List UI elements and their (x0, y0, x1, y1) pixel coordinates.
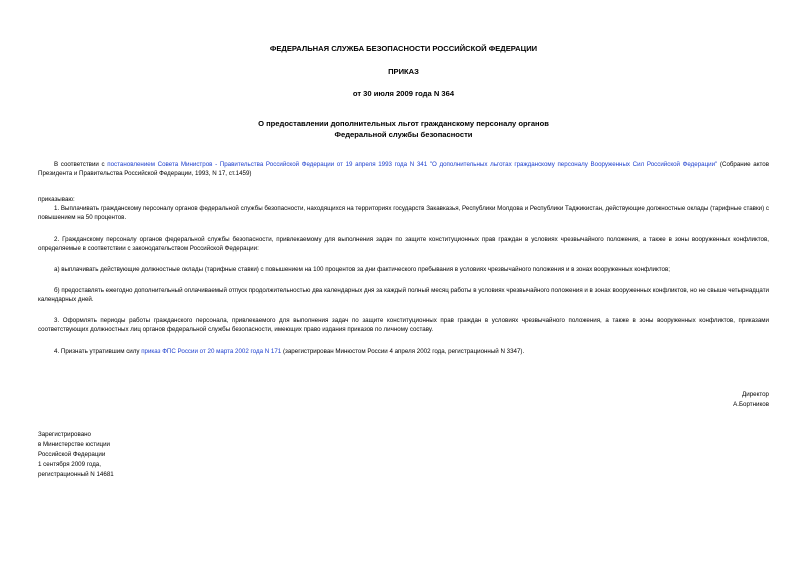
signatory-name: А.Бортников (733, 401, 769, 408)
document-title-line-2: Федеральной службы безопасности (334, 130, 473, 139)
preamble-paragraph (38, 160, 769, 178)
order-item-1: 1. Выплачивать гражданскому персоналу органов федеральной службы безопасности, находящихся на территориях государств Закавказья, Республики Молдова и Республики Таджикистан, действующие должностные оклады (тарифные ставки) с повышением на 50 процентов. (38, 205, 769, 221)
signature-block (569, 390, 769, 410)
order-item-3: 3. Оформлять периоды работы гражданского персонала, привлекаемого для выполнения задач по защите конституционных прав граждан в условиях чрезвычайного положения, а также в зоны вооруженных конфликтов, приказами соответствующих должностных лиц органов федеральной службы безопасности, имеющих право издания приказов по личному составу. (38, 317, 769, 333)
fps-order-link[interactable]: приказ ФПС России от 20 марта 2002 года N 171 (141, 348, 282, 355)
order-item-2: 2. Гражданскому персоналу органов федеральной службы безопасности, привлекаемому для выполнения задач по защите конституционных прав граждан в условиях чрезвычайного положения, а также в зоны вооруженных конфликтов, определяемые в соответствии с законодательством Российской Федерации: (38, 236, 769, 252)
document-type-heading: ПРИКАЗ (388, 67, 419, 76)
item-4-prefix: 4. Признать утратившим силу (54, 348, 142, 355)
order-item-4 (38, 347, 769, 356)
agency-heading: ФЕДЕРАЛЬНАЯ СЛУЖБА БЕЗОПАСНОСТИ РОССИЙСКОЙ ФЕДЕРАЦИИ (269, 44, 538, 53)
registration-line-4: 1 сентября 2009 года, (38, 461, 101, 468)
order-item-2b: б) предоставлять ежегодно дополнительный оплачиваемый отпуск продолжительностью два календарных дня за каждый полный месяц работы в условиях чрезвычайного положения и в зонах вооруженных конфликтов, но не свыше четырнадцати календарных дней. (38, 287, 770, 303)
orders-label: приказываю: (38, 196, 75, 203)
preamble-suffix: (Собрание актов Президента и Правительства Российской Федерации, 1993, N 17, ст.1459) (38, 161, 769, 177)
registration-line-3: Российской Федерации (38, 451, 106, 458)
registration-block (38, 430, 238, 480)
registration-line-2: в Министерстве юстиции (38, 441, 111, 448)
document-date-number: от 30 июля 2009 года N 364 (352, 89, 455, 98)
order-item-2a: а) выплачивать действующие должностные оклады (тарифные ставки) с повышением на 100 процентов за дни фактического пребывания в условиях чрезвычайного положения и в зонах вооруженных конфликтов; (54, 266, 670, 273)
document-title-line-1: О предоставлении дополнительных льгот гражданскому персоналу органов (258, 119, 549, 128)
item-4-suffix: (зарегистрирован Минюстом России 4 апреля 2002 года, регистрационный N 3347). (281, 348, 525, 355)
preamble-prefix: В соответствии с (54, 161, 108, 168)
registration-line-1: Зарегистрировано (38, 431, 91, 438)
government-decree-link[interactable]: постановлением Совета Министров - Правительства Российской Федерации от 19 апреля 1993 года N 341 "О дополнительных льготах гражданскому персоналу Вооруженных Сил Российской Федерации" (107, 161, 718, 168)
signatory-position: Директор (742, 391, 769, 398)
registration-line-5: регистрационный N 14681 (38, 471, 114, 478)
